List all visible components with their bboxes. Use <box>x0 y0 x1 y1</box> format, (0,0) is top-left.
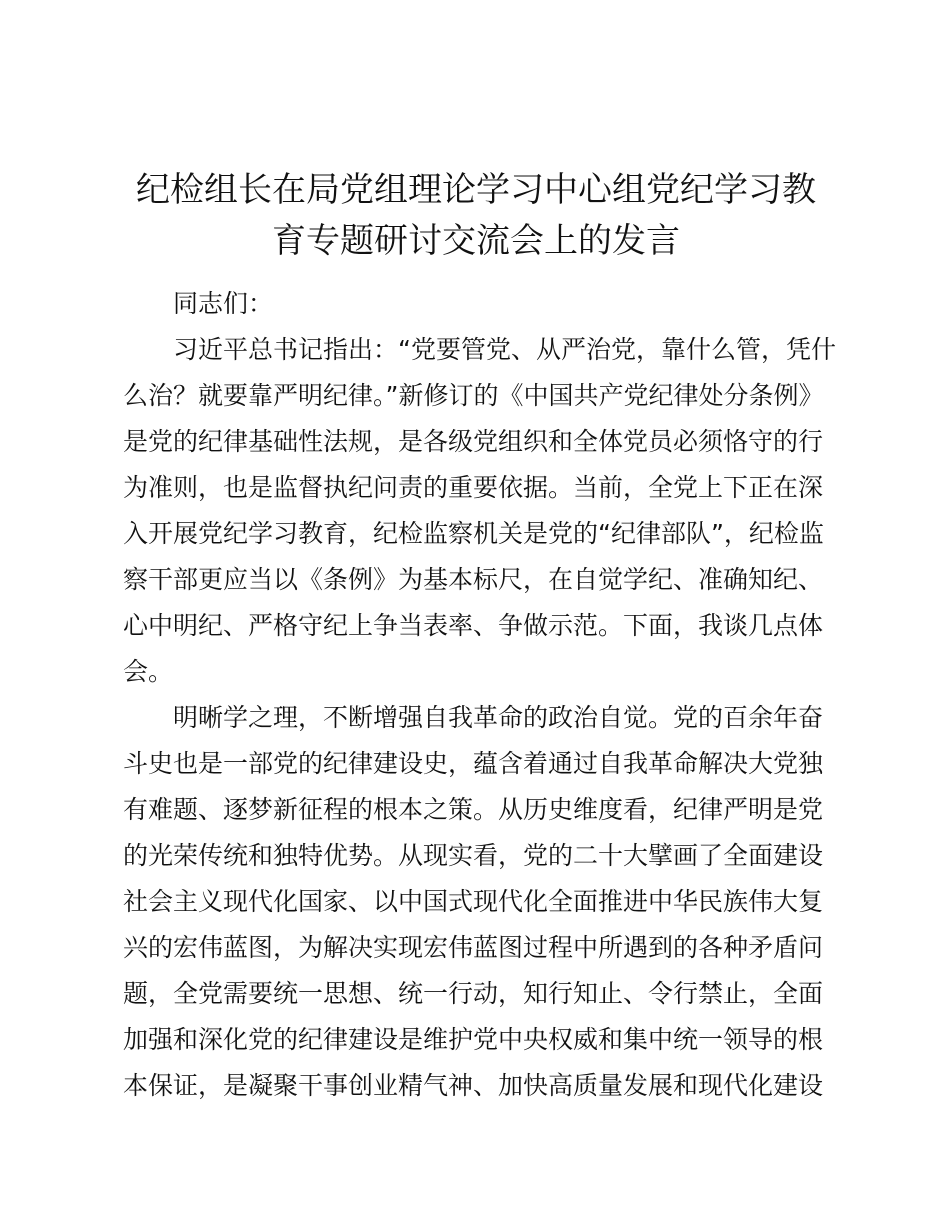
text-line: 是党的纪律基础性法规，是各级党组织和全体党员必须恪守的行 <box>123 427 824 456</box>
text-line: 加强和深化党的纪律建设是维护党中央权威和集中统一领导的根 <box>123 1025 824 1054</box>
text-line: 题，全党需要统一思想、统一行动，知行知止、令行禁止，全面 <box>123 979 824 1008</box>
document-body <box>123 281 836 1109</box>
document-title <box>118 165 834 267</box>
text-line: 本保证，是凝聚干事创业精气神、加快高质量发展和现代化建设 <box>123 1071 824 1100</box>
text-line: 斗史也是一部党的纪律建设史，蕴含着通过自我革命解决大党独 <box>123 749 824 778</box>
text-line: 察干部更应当以《条例》为基本标尺，在自觉学纪、准确知纪、 <box>123 565 824 594</box>
title-line: 育专题研讨交流会上的发言 <box>272 221 680 261</box>
text-line: 兴的宏伟蓝图，为解决实现宏伟蓝图过程中所遇到的各种矛盾问 <box>123 933 824 962</box>
text-line: 有难题、逐梦新征程的根本之策。从历史维度看，纪律严明是党 <box>123 795 824 824</box>
text-line: 么治？就要靠严明纪律。”新修订的《中国共产党纪律处分条例》 <box>123 381 824 410</box>
paragraph-section-1 <box>123 695 828 1109</box>
text-line: 会。 <box>123 657 174 686</box>
text-line: 习近平总书记指出：“党要管党、从严治党，靠什么管，凭什 <box>173 335 836 364</box>
text-line: 社会主义现代化国家、以中国式现代化全面推进中华民族伟大复 <box>123 887 824 916</box>
text-line: 入开展党纪学习教育，纪检监察机关是党的“纪律部队”，纪检监 <box>123 519 824 548</box>
salutation <box>123 281 828 327</box>
text-line: 心中明纪、严格守纪上争当表率、争做示范。下面，我谈几点体 <box>123 611 824 640</box>
title-line: 纪检组长在局党组理论学习中心组党纪学习教 <box>136 170 816 210</box>
text-line: 明晰学之理，不断增强自我革命的政治自觉。党的百余年奋 <box>173 703 824 732</box>
salutation-text: 同志们： <box>173 289 274 318</box>
text-line: 的光荣传统和独特优势。从现实看，党的二十大擘画了全面建设 <box>123 841 824 870</box>
text-line: 为准则，也是监督执纪问责的重要依据。当前，全党上下正在深 <box>123 473 824 502</box>
paragraph-intro <box>123 327 836 695</box>
